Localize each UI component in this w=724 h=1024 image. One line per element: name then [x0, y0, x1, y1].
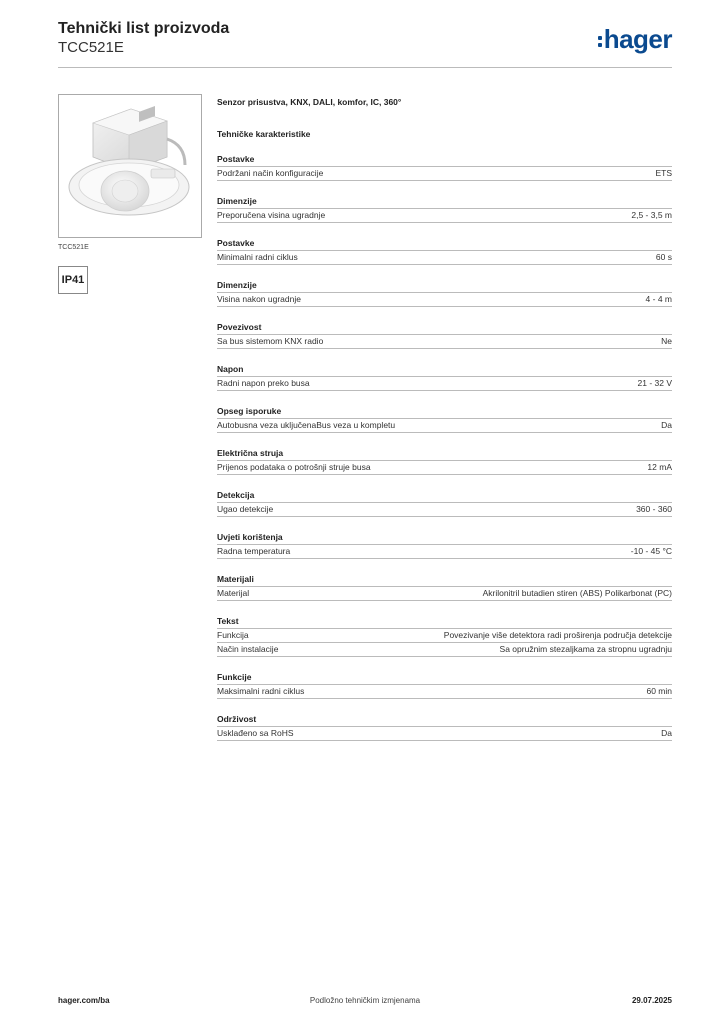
- spec-group-title: Uvjeti korištenja: [217, 531, 672, 545]
- spec-group: [217, 615, 672, 657]
- spec-row: [217, 377, 672, 391]
- spec-row: [217, 209, 672, 223]
- spec-group: [217, 447, 672, 475]
- spec-label: Način instalacije: [217, 644, 279, 654]
- spec-group: [217, 573, 672, 601]
- spec-row: [217, 461, 672, 475]
- page-header: [58, 20, 672, 68]
- spec-group-title: Povezivost: [217, 321, 672, 335]
- spec-group: [217, 405, 672, 433]
- spec-label: Visina nakon ugradnje: [217, 294, 301, 304]
- spec-value: Da: [661, 420, 672, 430]
- ip-rating-badge: IP41: [58, 266, 88, 294]
- spec-label: Radni napon preko busa: [217, 378, 310, 388]
- spec-group: [217, 153, 672, 181]
- spec-content: [217, 97, 672, 741]
- footer-notice: Podložno tehničkim izmjenama: [309, 996, 421, 1005]
- spec-value: 2,5 - 3,5 m: [631, 210, 672, 220]
- spec-row: [217, 293, 672, 307]
- spec-row: [217, 643, 672, 657]
- spec-row: [217, 167, 672, 181]
- spec-group-title: Električna struja: [217, 447, 672, 461]
- spec-group: [217, 713, 672, 741]
- spec-group: [217, 531, 672, 559]
- spec-group: [217, 237, 672, 265]
- spec-value: 60 min: [646, 686, 672, 696]
- spec-value: -10 - 45 °C: [630, 546, 672, 556]
- spec-label: Funkcija: [217, 630, 249, 640]
- spec-group-title: Funkcije: [217, 671, 672, 685]
- footer-date: 29.07.2025: [631, 996, 672, 1005]
- spec-row: [217, 251, 672, 265]
- spec-value: 4 - 4 m: [645, 294, 672, 304]
- spec-row: [217, 419, 672, 433]
- spec-row: [217, 685, 672, 699]
- spec-group-title: Materijali: [217, 573, 672, 587]
- spec-group-title: Održivost: [217, 713, 672, 727]
- spec-group: [217, 671, 672, 699]
- page-footer: [58, 996, 672, 1010]
- footer-website: hager.com/ba: [58, 996, 110, 1005]
- document-title: Tehnički list proizvoda: [58, 20, 230, 37]
- spec-label: Usklađeno sa RoHS: [217, 728, 294, 738]
- spec-value: Ne: [661, 336, 672, 346]
- spec-row: [217, 335, 672, 349]
- spec-value: Sa opružnim stezaljkama za stropnu ugradnju: [499, 644, 672, 654]
- section-heading: Tehničke karakteristike: [217, 129, 311, 139]
- spec-group: [217, 321, 672, 349]
- spec-group-title: Postavke: [217, 237, 672, 251]
- spec-value: 12 mA: [647, 462, 672, 472]
- spec-label: Autobusna veza uključenaBus veza u kompletu: [217, 420, 396, 430]
- spec-group: [217, 279, 672, 307]
- spec-group-title: Dimenzije: [217, 279, 672, 293]
- hager-logo: [598, 24, 672, 55]
- header-divider: [58, 67, 672, 68]
- spec-label: Radna temperatura: [217, 546, 291, 556]
- spec-value: Povezivanje više detektora radi proširenja područja detekcije: [443, 630, 672, 640]
- spec-label: Materijal: [217, 588, 250, 598]
- spec-value: 360 - 360: [636, 504, 672, 514]
- product-image: [58, 94, 202, 238]
- spec-group-title: Dimenzije: [217, 195, 672, 209]
- spec-value: Da: [661, 728, 672, 738]
- spec-value: 21 - 32 V: [637, 378, 672, 388]
- product-code: TCC521E: [58, 39, 124, 56]
- spec-group-title: Opseg isporuke: [217, 405, 672, 419]
- spec-groups: [217, 153, 672, 741]
- spec-value: Akrilonitril butadien stiren (ABS) Polikarbonat (PC): [482, 588, 672, 598]
- logo-text: hager: [603, 24, 672, 54]
- spec-group-title: Tekst: [217, 615, 672, 629]
- spec-label: Sa bus sistemom KNX radio: [217, 336, 324, 346]
- spec-label: Ugao detekcije: [217, 504, 274, 514]
- spec-row: [217, 629, 672, 643]
- spec-row: [217, 587, 672, 601]
- spec-row: [217, 545, 672, 559]
- spec-value: 60 s: [655, 252, 672, 262]
- spec-group: [217, 363, 672, 391]
- spec-row: [217, 727, 672, 741]
- spec-group: [217, 195, 672, 223]
- spec-label: Podržani način konfiguracije: [217, 168, 324, 178]
- spec-value: ETS: [655, 168, 672, 178]
- spec-row: [217, 503, 672, 517]
- presence-sensor-illustration: [59, 95, 201, 237]
- product-name: Senzor prisustva, KNX, DALI, komfor, IC, 360°: [217, 97, 402, 107]
- spec-group-title: Detekcija: [217, 489, 672, 503]
- spec-label: Minimalni radni ciklus: [217, 252, 298, 262]
- spec-group: [217, 489, 672, 517]
- spec-group-title: Postavke: [217, 153, 672, 167]
- image-caption: TCC521E: [58, 244, 89, 251]
- spec-label: Preporučena visina ugradnje: [217, 210, 326, 220]
- spec-group-title: Napon: [217, 363, 672, 377]
- spec-label: Maksimalni radni ciklus: [217, 686, 305, 696]
- spec-label: Prijenos podataka o potrošnji struje busa: [217, 462, 371, 472]
